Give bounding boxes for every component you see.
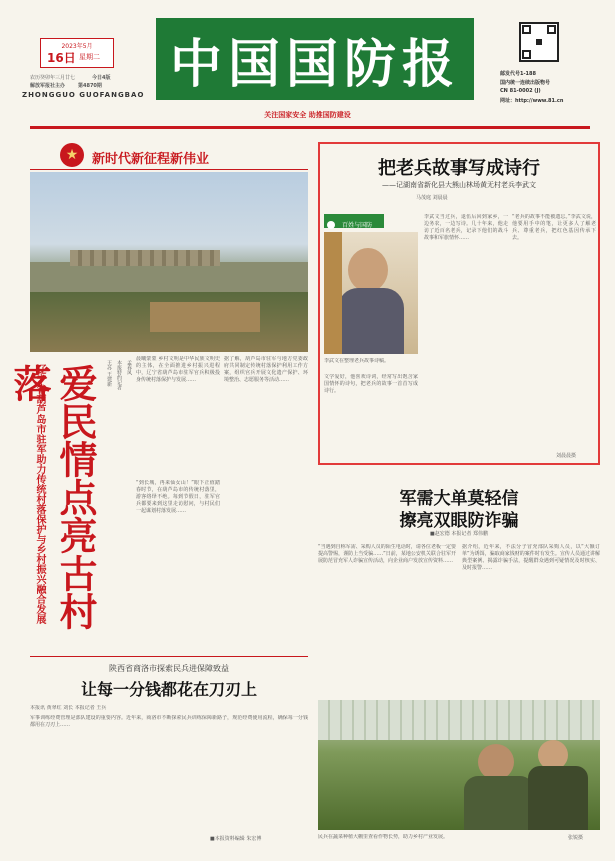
center-photo-credit: 张锐摄 [568, 835, 584, 841]
feature-body-2: 李武文当过兵，退伍后回到家乡，一边务农，一边写诗。几十年来，他走访了近百名老兵，记录下他们的战斗故事和军旅情怀…… [424, 214, 508, 241]
bottom-body: 军事训练经费管理是部队建设的重要内容。近年来，商洛市不断探索民兵训练保障新路子，规范经费使用流程，确保每一分钱都用在刀刃上…… [30, 715, 308, 728]
left-headline: 爱民情点亮古村落 [7, 364, 98, 630]
bottom-reporter: ■本报资料编辑 朱宏博 [210, 836, 262, 842]
header [0, 0, 615, 130]
feature-headline: 把老兵故事写成诗行 [378, 158, 540, 179]
website: 网址：http://www.81.cn [500, 98, 564, 104]
left-body-2: 据了解，葫芦岛市驻军与地方党委政府共同制定传统村落保护利用工作方案，组织官兵开展文化遗产保护、环境整治、志愿服务等活动…… [224, 356, 308, 383]
header-rule [30, 126, 590, 129]
section-title: 新时代新征程新伟业 [92, 152, 210, 167]
feature-signoff: 刘晨晨摄 [556, 453, 577, 459]
feature-subhead: ——记湖南省新化县大熊山林场黄无村老兵李武文 [382, 181, 536, 189]
page-count: 今日4版 [92, 75, 111, 81]
masthead: 中国国防报 [156, 18, 474, 100]
center-photo-caption: 民兵在蔬菜种植大棚里查看作物长势，助力乡村产业发展。 [318, 834, 449, 840]
lunar-date: 农历癸卯年三月廿七 [30, 75, 76, 81]
publisher: 解放军报社主办 [30, 83, 66, 89]
center-headline-2: 擦亮双眼防诈骗 [399, 511, 519, 531]
byline-vertical-1: 王苏 王建新 [106, 360, 112, 387]
date-year-month: 2023年5月 [61, 43, 93, 50]
bottom-headline: 让每一分钱都花在刀刃上 [80, 680, 257, 699]
center-article [318, 470, 600, 850]
bottom-kicker: 陕西省商洛市探索民兵进保障致益 [109, 664, 229, 673]
center-photo [318, 700, 600, 830]
feature-byline: 马茂庭 刘晨晨 [416, 195, 448, 201]
feature-tag-label: 百姓与国防 [342, 222, 373, 229]
cn-number: CN 81-0002 (J) [500, 88, 541, 94]
date-box [40, 38, 114, 68]
masthead-pinyin: ZHONGGUO GUOFANGBAO [22, 91, 145, 99]
postal-code: 邮发代号1-188 [500, 71, 536, 77]
section-banner [30, 140, 308, 170]
byline-vertical-3: 孟春风 [126, 360, 132, 375]
feature-photo-caption: 李武文在整理老兵故事诗稿。 [324, 358, 390, 364]
center-body-1: “当遇到自称军需、采购人员的陌生电话时，请各位老板一定要提高警惕，谨防上当受骗……”日前，某地公安机关联合驻军开展防范冒充军人诈骗宣传活动，向企业商户发放宣传资料…… [318, 544, 456, 564]
feature-tag [324, 214, 384, 228]
left-subhead: 辽宁省葫芦岛市驻军助力传统村落保护与乡村振兴融合发展 [34, 364, 45, 624]
left-article-photo [30, 172, 308, 352]
center-byline: ■赵宏德 本报记者 郑伟鹏 [430, 531, 488, 537]
left-body-1: “到长城，再来仙女山！”眼下正值踏春时节，在葫芦岛市的传统村落里，游客络绎不绝。每到节假日，驻军官兵都要来到这里走访慰问，与村民们一起谋划村落发展…… [136, 480, 220, 514]
domestic-code: 国内统一连续出版物号 [500, 80, 551, 86]
feature-box [318, 142, 600, 465]
left-lead: 晨曦蒙蒙 乡村文明是中华民族文明史的主体，在全面推进乡村振兴进程中，辽宁省葫芦岛市驻军官兵积极投身传统村落保护与发展…… [136, 356, 220, 383]
people-icon [327, 221, 335, 229]
center-body-2: 据介绍，近年来，不法分子冒充部队采购人员，以“大额订单”为诱饵，骗取商家钱财的案件时有发生。宣传人员通过讲解典型案例、揭露诈骗手法，提醒群众遇到可疑情况及时核实、及时报警…… [462, 544, 600, 571]
bottom-byline: 本报讯 黄翠红 刘长 本报记者 王兵 [30, 705, 107, 711]
date-day: 16日 [47, 51, 76, 65]
byline-vertical-2: 本报特约记者 [116, 360, 122, 390]
center-headline-1: 军需大单莫轻信 [399, 489, 519, 509]
left-article [7, 140, 308, 650]
bottom-article [30, 656, 308, 850]
weekday: 星期二 [79, 53, 100, 61]
feature-body-1: 文学爱好，他喜欢诗词，经常写出饱含家国情怀的诗句，把老兵的故事一首首写成诗行。 [324, 374, 418, 394]
feature-photo [324, 232, 418, 354]
star-icon: ★ [60, 143, 84, 167]
issue-number: 第4870期 [78, 83, 102, 89]
qr-code-icon [519, 22, 559, 62]
slogan: 关注国家安全 助推国防建设 [264, 111, 351, 119]
feature-body-3: “老兵的故事不能被遗忘。”李武文说，他要用手中的笔，让更多人了解老兵、尊重老兵，把红色基因传承下去。 [512, 214, 596, 241]
